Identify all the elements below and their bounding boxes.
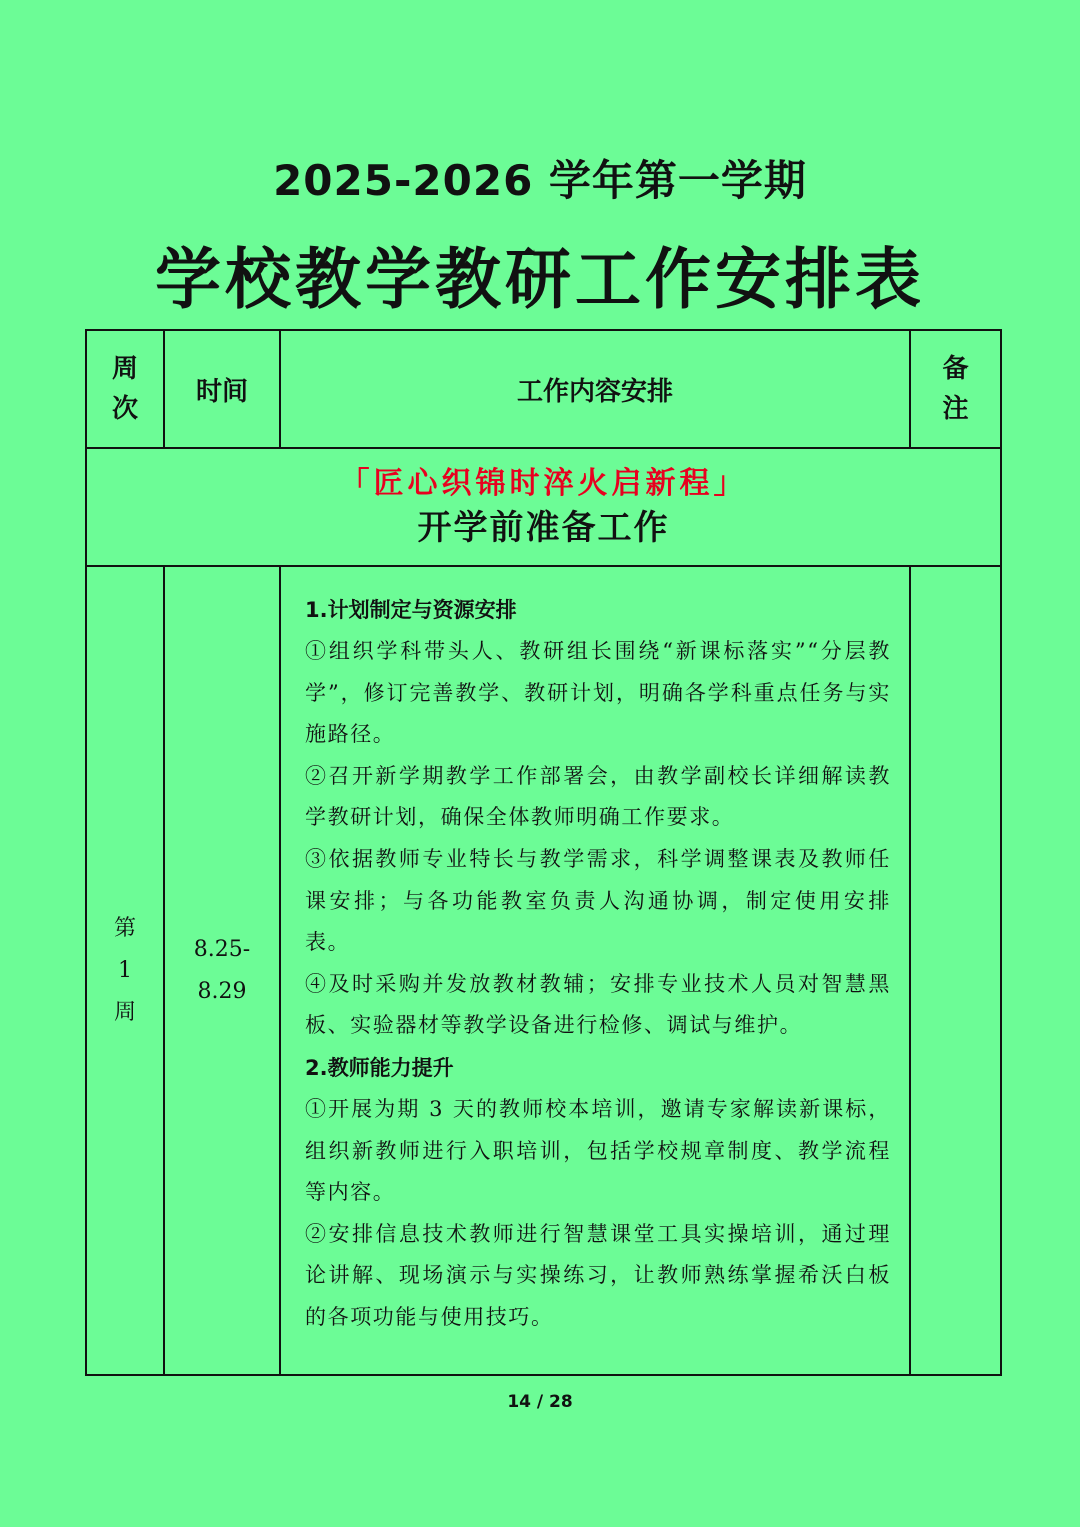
table-header-row: [86, 330, 1001, 448]
content-item: ②召开新学期教学工作部署会，由教学副校长详细解读教学教研计划，确保全体教师明确工作要求。: [305, 763, 891, 830]
header-week: [86, 330, 164, 448]
schedule-table: [85, 329, 1002, 1376]
header-time: 时间: [164, 330, 280, 448]
table-row: [86, 566, 1001, 1375]
content-item: ①开展为期 3 天的教师校本培训，邀请专家解读新课标，组织新教师进行入职培训，包括学校规章制度、教学流程等内容。: [305, 1096, 891, 1205]
content-item: ③依据教师专业特长与教学需求，科学调整课表及教师任课安排；与各功能教室负责人沟通协调，制定使用安排表。: [305, 846, 891, 955]
date-end: 8.29: [197, 978, 247, 1004]
stage-row: [86, 448, 1001, 566]
header-week-char: 周: [111, 354, 138, 384]
content-item: ①组织学科带头人、教研组长围绕“新课标落实”“分层教学”，修订完善教学、教研计划，明确各学科重点任务与实施路径。: [305, 639, 891, 747]
content-cell: [280, 566, 910, 1375]
document-title: 学校教学教研工作安排表: [155, 240, 925, 318]
header-content: 工作内容安排: [280, 330, 910, 448]
date-start: 8.25-: [193, 936, 251, 962]
content-item: ②安排信息技术教师进行智慧课堂工具实操培训，通过理论讲解、现场演示与实操练习，让教师熟练掌握希沃白板的各项功能与使用技巧。: [305, 1221, 891, 1329]
section-heading: 1.计划制定与资源安排: [305, 598, 517, 622]
header-week-char: 次: [111, 394, 138, 424]
stage-motto: 「匠心织锦时淬火启新程」: [339, 466, 748, 501]
page-number: 14 / 28: [507, 1392, 573, 1412]
document-subtitle: 2025-2026 学年第一学期: [273, 156, 807, 205]
week-char: 周: [113, 999, 136, 1025]
date-cell: [164, 566, 280, 1375]
content-item: ④及时采购并发放教材教辅；安排专业技术人员对智慧黑板、实验器材等教学设备进行检修、调试与维护。: [305, 971, 891, 1038]
note-cell: [910, 566, 1001, 1375]
header-note: [910, 330, 1001, 448]
stage-cell: [86, 448, 1001, 566]
section-heading: 2.教师能力提升: [305, 1055, 454, 1080]
week-char: 1: [118, 957, 132, 983]
header-note-char: 备: [942, 354, 969, 384]
header-note-char: 注: [942, 394, 969, 424]
week-cell: [86, 566, 164, 1375]
week-char: 第: [113, 915, 136, 941]
stage-title: 开学前准备工作: [417, 508, 670, 548]
